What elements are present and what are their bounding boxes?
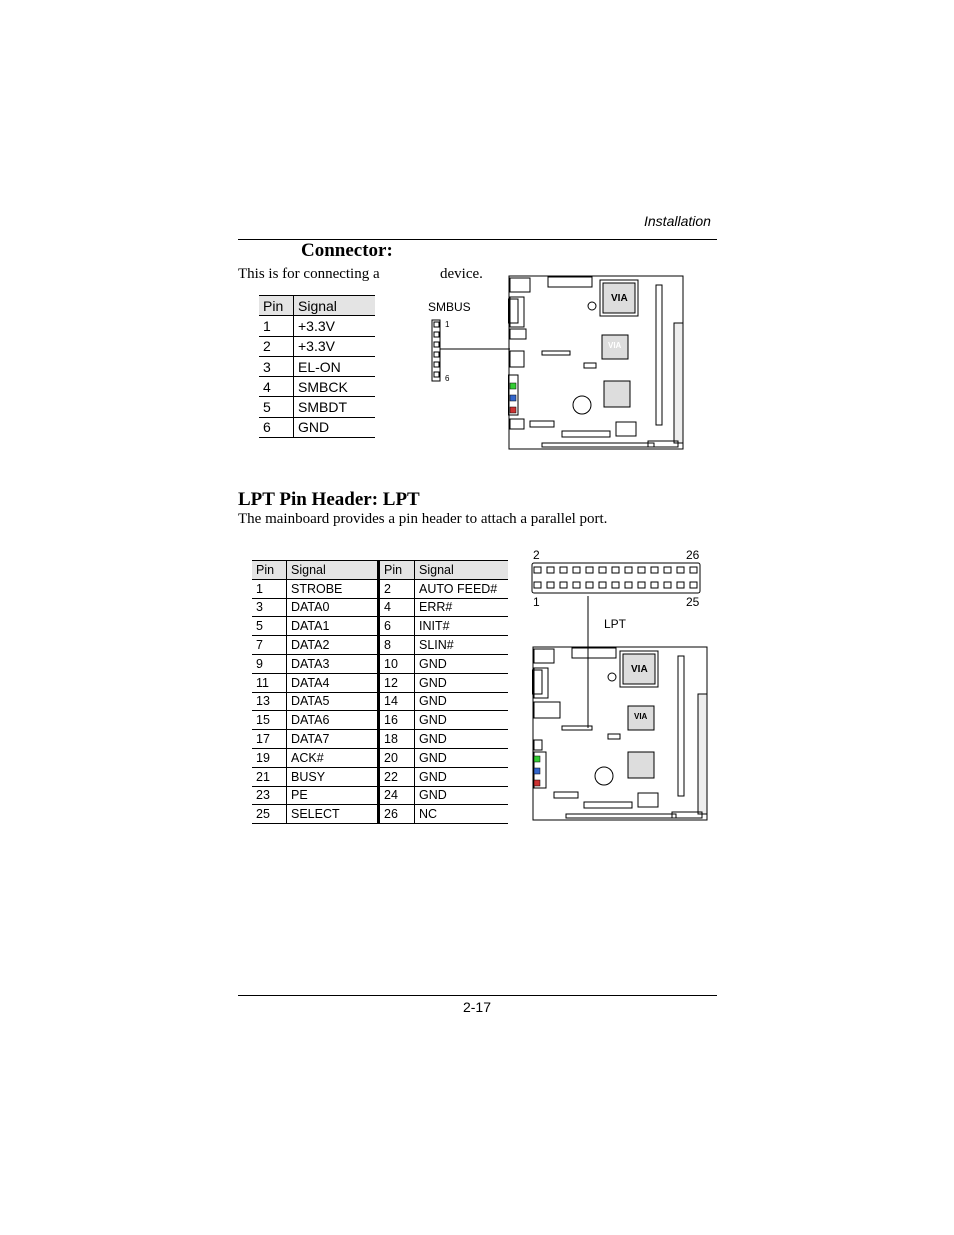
pin-cell: 18 bbox=[379, 730, 415, 749]
column-header-pin: Pin bbox=[259, 296, 294, 316]
pin-cell: 22 bbox=[379, 767, 415, 786]
signal-cell: INIT# bbox=[415, 617, 509, 636]
signal-cell: BUSY bbox=[287, 767, 379, 786]
signal-cell: AUTO FEED# bbox=[415, 579, 509, 598]
pin-cell: 17 bbox=[252, 730, 287, 749]
pin-cell: 13 bbox=[252, 692, 287, 711]
column-header-signal-2: Signal bbox=[415, 561, 509, 580]
table-row bbox=[252, 730, 508, 749]
svg-text:VIA: VIA bbox=[634, 712, 648, 721]
pin-cell: 21 bbox=[252, 767, 287, 786]
svg-text:VIA: VIA bbox=[611, 293, 628, 304]
pin-cell: 11 bbox=[252, 673, 287, 692]
pin-cell: 8 bbox=[379, 636, 415, 655]
signal-cell: DATA1 bbox=[287, 617, 379, 636]
pin-cell: 24 bbox=[379, 786, 415, 805]
table-row bbox=[252, 673, 508, 692]
signal-cell: DATA4 bbox=[287, 673, 379, 692]
pin-cell: 12 bbox=[379, 673, 415, 692]
table-header-row bbox=[259, 296, 375, 316]
signal-cell: GND bbox=[415, 673, 509, 692]
lpt-desc: The mainboard provides a pin header to attach a parallel port. bbox=[238, 511, 608, 527]
signal-cell: GND bbox=[415, 767, 509, 786]
pin-cell: 26 bbox=[379, 805, 415, 824]
smbus-connector-label: SMBUS bbox=[428, 300, 471, 314]
signal-cell: ERR# bbox=[415, 598, 509, 617]
table-row bbox=[252, 617, 508, 636]
signal-cell: DATA0 bbox=[287, 598, 379, 617]
mainboard-diagram-lpt-icon bbox=[532, 646, 708, 822]
lpt-pin-header-icon bbox=[530, 562, 702, 598]
column-header-signal: Signal bbox=[287, 561, 379, 580]
table-row bbox=[259, 377, 375, 397]
smbus-pin-first-label: 1 bbox=[445, 320, 450, 329]
table-header-row bbox=[252, 561, 508, 580]
pin-cell: 14 bbox=[379, 692, 415, 711]
signal-cell: GND bbox=[294, 417, 376, 437]
lpt-pin-top-right-label: 26 bbox=[686, 548, 700, 562]
table-row bbox=[259, 417, 375, 437]
pin-cell: 9 bbox=[252, 654, 287, 673]
pin-cell: 6 bbox=[259, 417, 294, 437]
signal-cell: SMBCK bbox=[294, 377, 376, 397]
signal-cell: DATA7 bbox=[287, 730, 379, 749]
lpt-pin-top-left-label: 2 bbox=[533, 548, 540, 562]
signal-cell: DATA3 bbox=[287, 654, 379, 673]
pin-cell: 1 bbox=[259, 316, 294, 336]
signal-cell: EL-ON bbox=[294, 356, 376, 376]
signal-cell: GND bbox=[415, 786, 509, 805]
pin-cell: 20 bbox=[379, 748, 415, 767]
table-row bbox=[259, 336, 375, 356]
smbus-pin-header-icon bbox=[430, 318, 510, 384]
column-header-signal: Signal bbox=[294, 296, 376, 316]
smbus-pin-last-label: 6 bbox=[445, 374, 450, 383]
pin-cell: 25 bbox=[252, 805, 287, 824]
lpt-pin-bottom-right-label: 25 bbox=[686, 595, 700, 609]
signal-cell: PE bbox=[287, 786, 379, 805]
column-header-pin-2: Pin bbox=[379, 561, 415, 580]
pin-cell: 2 bbox=[379, 579, 415, 598]
mainboard-diagram-smbus-icon bbox=[508, 275, 684, 451]
svg-text:VIA: VIA bbox=[608, 341, 622, 350]
table-row bbox=[252, 805, 508, 824]
smbus-desc-left: This is for connecting a bbox=[238, 266, 380, 282]
pin-cell: 15 bbox=[252, 711, 287, 730]
running-header: Installation bbox=[644, 213, 711, 229]
table-row bbox=[252, 748, 508, 767]
pin-cell: 16 bbox=[379, 711, 415, 730]
pin-cell: 4 bbox=[379, 598, 415, 617]
table-row bbox=[252, 692, 508, 711]
pin-cell: 7 bbox=[252, 636, 287, 655]
pin-cell: 1 bbox=[252, 579, 287, 598]
table-row bbox=[252, 786, 508, 805]
lpt-connector-label: LPT bbox=[604, 617, 627, 631]
signal-cell: GND bbox=[415, 692, 509, 711]
table-row bbox=[259, 356, 375, 376]
smbus-section-title: Connector: bbox=[301, 240, 393, 261]
table-row bbox=[252, 636, 508, 655]
signal-cell: SMBDT bbox=[294, 397, 376, 417]
page-number: 2-17 bbox=[462, 999, 492, 1015]
signal-cell: GND bbox=[415, 711, 509, 730]
pin-cell: 6 bbox=[379, 617, 415, 636]
pin-cell: 4 bbox=[259, 377, 294, 397]
pin-cell: 5 bbox=[252, 617, 287, 636]
footer-rule bbox=[238, 995, 717, 996]
pin-cell: 23 bbox=[252, 786, 287, 805]
svg-text:VIA: VIA bbox=[631, 664, 648, 675]
signal-cell: SLIN# bbox=[415, 636, 509, 655]
column-header-pin: Pin bbox=[252, 561, 287, 580]
table-row bbox=[252, 767, 508, 786]
lpt-pin-table bbox=[252, 560, 508, 824]
lpt-section-title: LPT Pin Header: LPT bbox=[238, 489, 420, 510]
pin-cell: 5 bbox=[259, 397, 294, 417]
pin-cell: 19 bbox=[252, 748, 287, 767]
signal-cell: DATA2 bbox=[287, 636, 379, 655]
signal-cell: GND bbox=[415, 748, 509, 767]
signal-cell: NC bbox=[415, 805, 509, 824]
table-row bbox=[252, 579, 508, 598]
signal-cell: GND bbox=[415, 730, 509, 749]
table-row bbox=[252, 711, 508, 730]
pin-cell: 3 bbox=[252, 598, 287, 617]
smbus-desc-right: device. bbox=[440, 266, 483, 282]
signal-cell: DATA5 bbox=[287, 692, 379, 711]
smbus-pin-table bbox=[259, 295, 375, 438]
table-row bbox=[252, 598, 508, 617]
signal-cell: ACK# bbox=[287, 748, 379, 767]
signal-cell: SELECT bbox=[287, 805, 379, 824]
signal-cell: GND bbox=[415, 654, 509, 673]
pin-cell: 10 bbox=[379, 654, 415, 673]
pin-cell: 2 bbox=[259, 336, 294, 356]
pin-cell: 3 bbox=[259, 356, 294, 376]
lpt-pin-bottom-left-label: 1 bbox=[533, 595, 540, 609]
signal-cell: +3.3V bbox=[294, 336, 376, 356]
signal-cell: STROBE bbox=[287, 579, 379, 598]
signal-cell: DATA6 bbox=[287, 711, 379, 730]
table-row bbox=[252, 654, 508, 673]
table-row bbox=[259, 316, 375, 336]
signal-cell: +3.3V bbox=[294, 316, 376, 336]
table-row bbox=[259, 397, 375, 417]
